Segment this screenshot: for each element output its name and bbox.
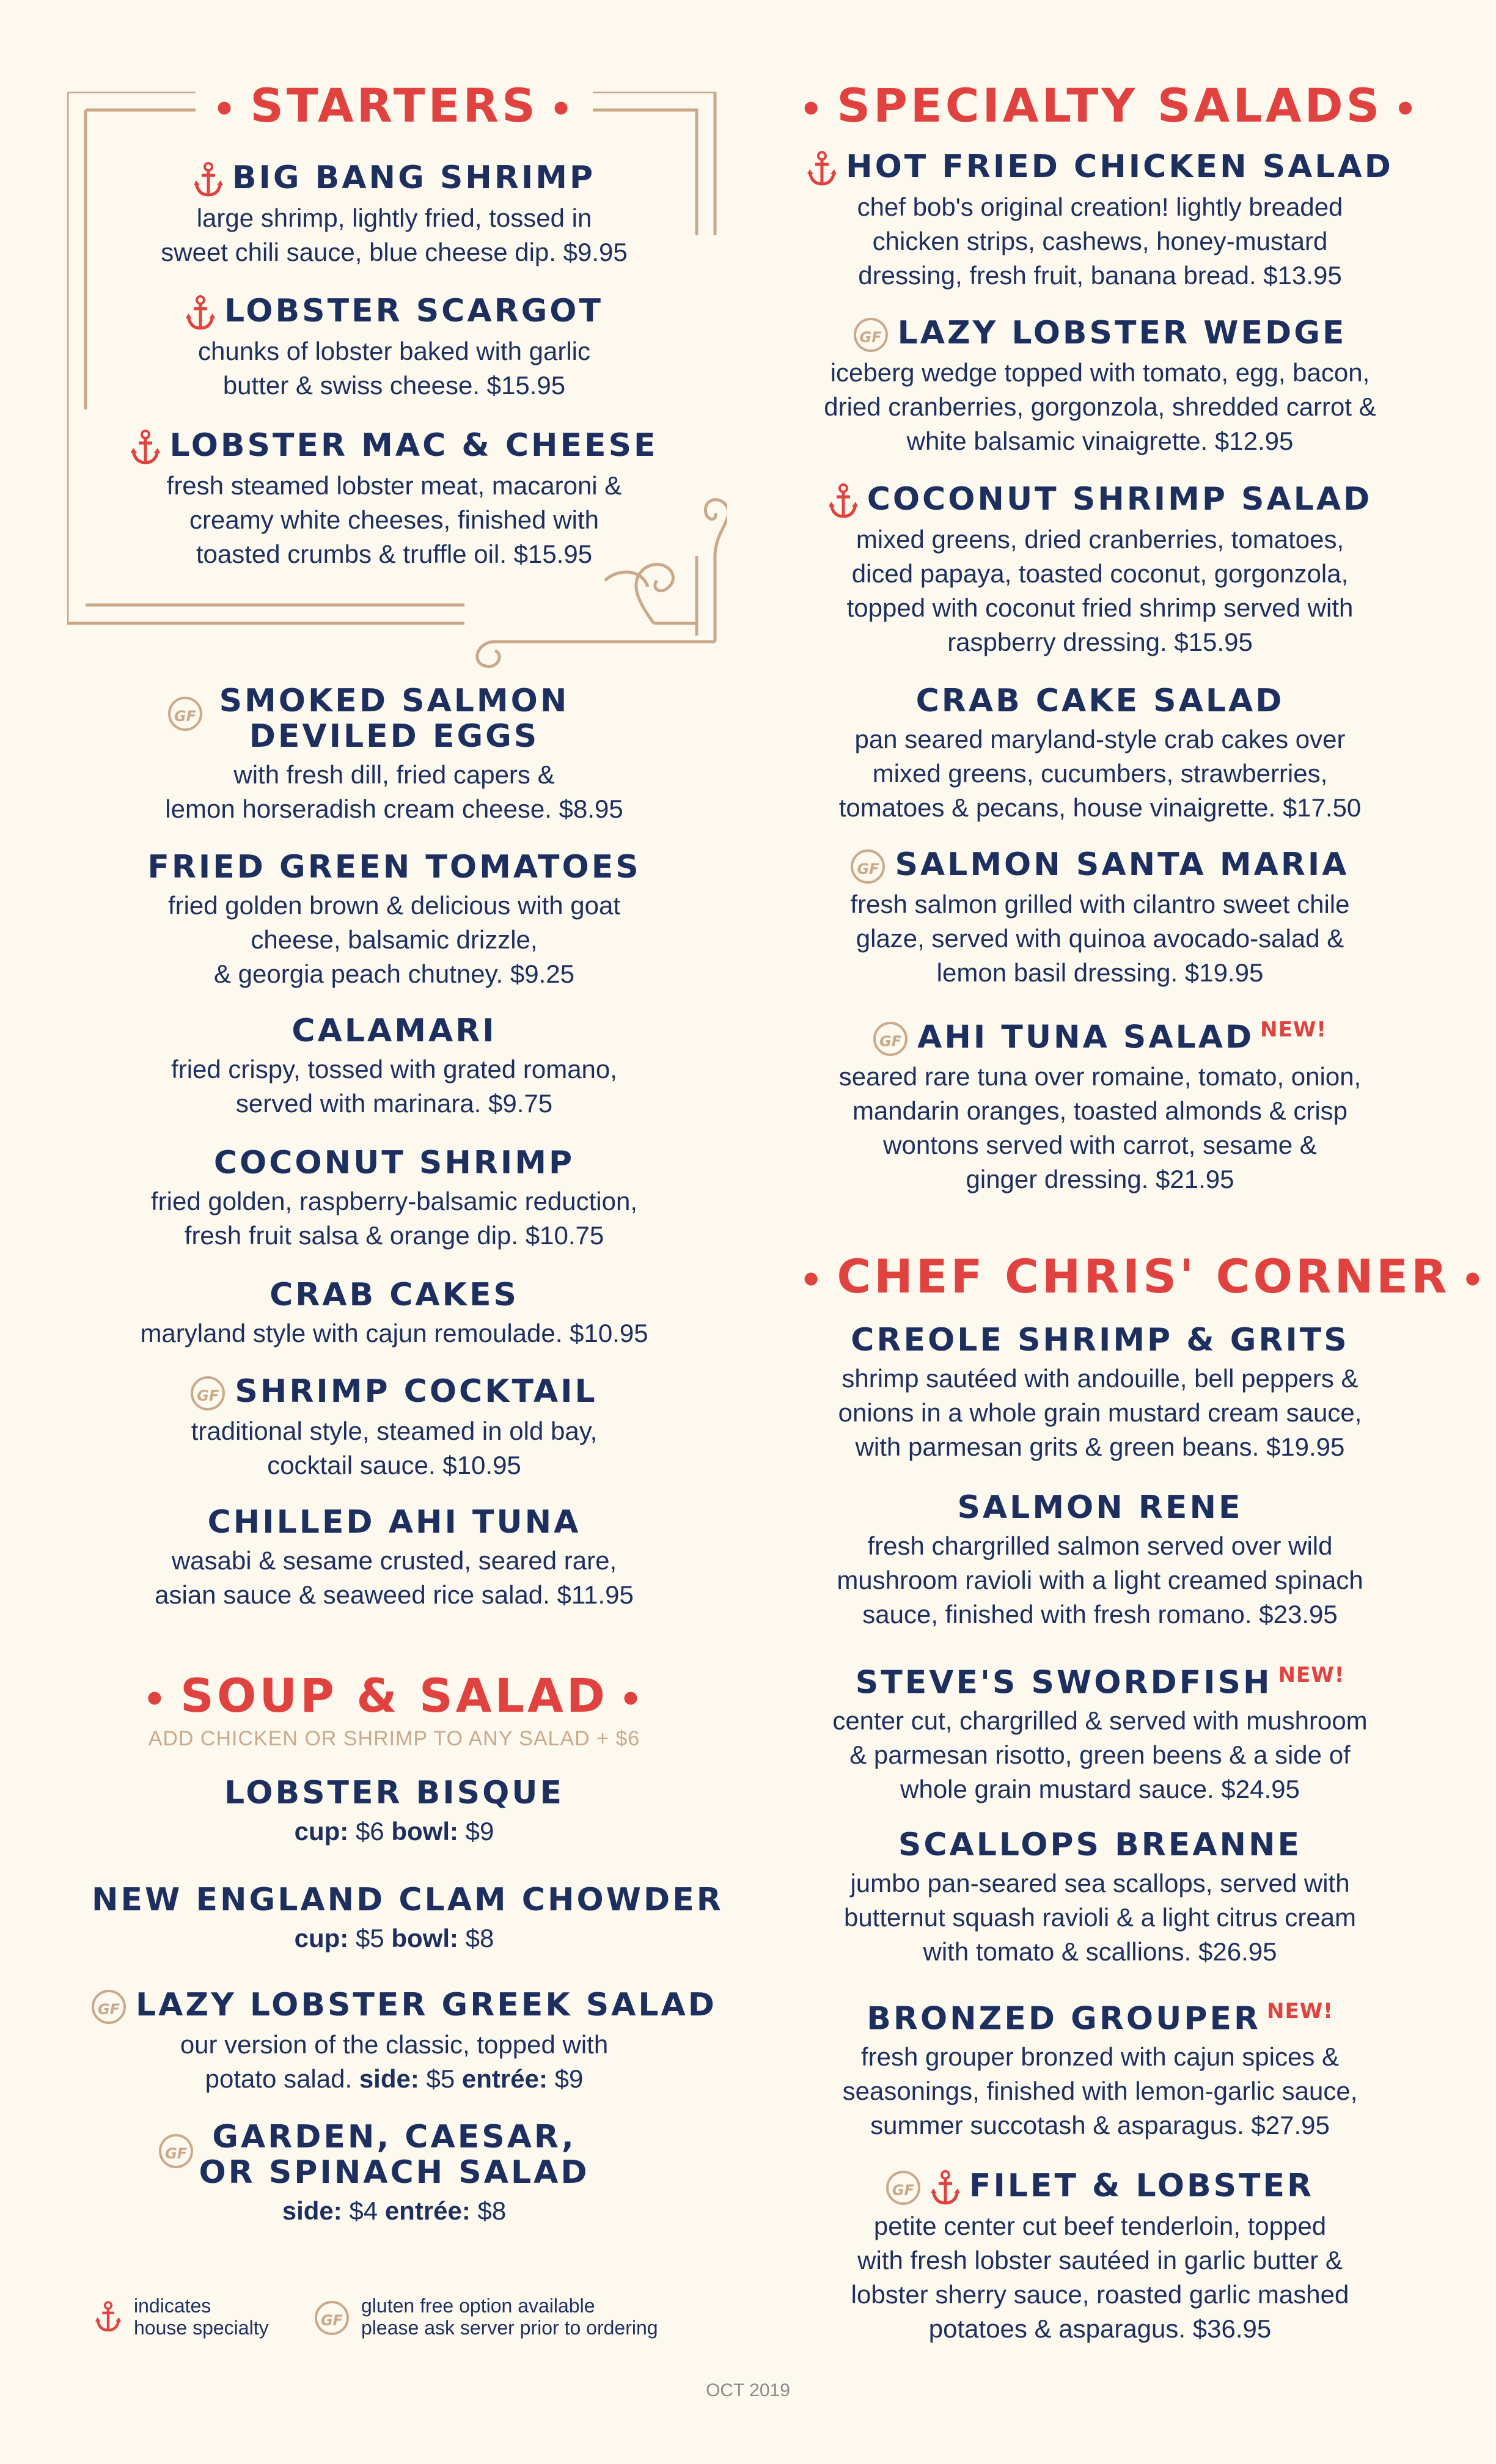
menu-item-calamari: CALAMARI fried crispy, tossed with grated romano, served with marinara. $9.75 [171, 1013, 617, 1118]
menu-item-crab-cakes: CRAB CAKES maryland style with cajun remoulade. $10.95 [140, 1277, 648, 1348]
soup-salad-title: • SOUP & SALAD • [142, 1668, 646, 1723]
menu-item-smoked-salmon-deviled-eggs: GF SMOKED SALMON DEVILED EGGS with fresh dill, fried capers & lemon horseradish cream cheese. $8.95 [165, 683, 623, 823]
menu-item-garden-caesar-spinach-salad: GF GARDEN, CAESAR, OR SPINACH SALAD side: $4 entrée: $8 [92, 2119, 697, 2228]
menu-item-bronzed-grouper: BRONZED GROUPER $^{NEW!}$ fresh grouper bronzed with cajun spices & seasonings, finished with lemon-garlic sauce, summer succotash & asparagus. $27.95 [842, 1999, 1358, 2140]
menu-item-fried-green-tomatoes: FRIED GREEN TOMATOES fried golden brown & delicious with goat cheese, balsamic drizzle, & georgia peach chutney. $9.25 [147, 849, 641, 988]
soup-salad-note: ADD CHICKEN OR SHRIMP TO ANY SALAD + $6 [148, 1727, 640, 1750]
menu-item-steves-swordfish: STEVE'S SWORDFISH $^{NEW!}$ center cut, chargrilled & served with mushroom & parmesan risotto, green beens & a side of whole grain mustard sauce. $24.95 [832, 1663, 1368, 1804]
legend-gluten-free: GF gluten free option available please ask server prior to ordering [315, 2295, 658, 2339]
menu-item-lobster-bisque: LOBSTER BISQUE cup: $6 bowl: $9 [224, 1775, 565, 1846]
anchor-icon [185, 295, 216, 331]
menu-item-scallops-breanne: SCALLOPS BREANNE jumbo pan-seared sea scallops, served with butternut squash ravioli & a light citrus cream with tomato & scallions. $26.95 [843, 1827, 1357, 1966]
chef-corner-title: • CHEF CHRIS' CORNER • [799, 1249, 1487, 1304]
menu-item-shrimp-cocktail: GF SHRIMP COCKTAIL traditional style, steamed in old bay, cocktail sauce. $10.95 [191, 1373, 598, 1480]
anchor-icon [130, 430, 161, 465]
menu-item-crab-cake-salad: CRAB CAKE SALAD pan seared maryland-style crab cakes over mixed greens, cucumbers, strawberries, tomatoes & pecans, house vinaigrette. $17.50 [838, 683, 1362, 822]
new-badge: NEW! [1260, 1018, 1327, 1042]
gf-icon: GF [168, 697, 202, 731]
menu-item-ahi-tuna-salad: GF AHI TUNA SALAD $^{NEW!}$ seared rare tuna over romaine, tomato, onion, mandarin oranges, toasted almonds & crisp wontons served with carrot, sesame & ginger dressing. $21.95 [838, 1018, 1362, 1194]
new-badge: NEW! [1278, 1663, 1345, 1687]
menu-item-lobster-scargot: LOBSTER SCARGOT chunks of lobster baked with garlic butter & swiss cheese. $15.95 [92, 293, 697, 403]
menu-item-big-bang-shrimp: BIG BANG SHRIMP large shrimp, lightly fried, tossed in sweet chili sauce, blue cheese dip. $9.95 [161, 160, 628, 266]
gf-icon: GF [854, 318, 888, 352]
menu-item-new-england-clam-chowder: NEW ENGLAND CLAM CHOWDER cup: $5 bowl: $8 [92, 1882, 724, 1953]
starters-title: • STARTERS • [92, 78, 697, 133]
gf-icon: GF [92, 1990, 126, 2024]
menu-item-lazy-lobster-wedge: GF LAZY LOBSTER WEDGE iceberg wedge topped with tomato, egg, bacon, dried cranberries, gorgonzola, shredded carrot & white balsamic vinaigrette. $12.95 [824, 315, 1376, 455]
anchor-icon [807, 151, 837, 186]
menu-item-coconut-shrimp-salad: COCONUT SHRIMP SALAD mixed greens, dried cranberries, tomatoes, diced papaya, toasted coconut, gorgonzola, topped with coconut fried shrimp served with raspberry dressing. $15.95 [788, 482, 1412, 659]
anchor-icon [95, 2301, 122, 2333]
anchor-icon [828, 483, 859, 519]
menu-item-chilled-ahi-tuna: CHILLED AHI TUNA wasabi & sesame crusted, seared rare, asian sauce & seaweed rice salad. $11.95 [155, 1504, 634, 1609]
new-badge: NEW! [1267, 1999, 1333, 2023]
gf-icon: GF [886, 2171, 920, 2205]
menu-item-lazy-lobster-greek-salad: GF LAZY LOBSTER GREEK SALAD our version of the classic, topped with potato salad. side: $5 entrée: $9 [92, 1987, 697, 2096]
menu-item-filet-lobster: GF FILET & LOBSTER petite center cut beef tenderloin, topped with fresh lobster sautéed in garlic butter & lobster sherry sauce, roasted garlic mashed potatoes & asparagus. $36.95 [851, 2168, 1349, 2343]
menu-item-salmon-rene: SALMON RENE fresh chargrilled salmon served over wild mushroom ravioli with a light creamed spinach sauce, finished with fresh romano. $23.95 [837, 1489, 1363, 1629]
gf-icon: GF [873, 1022, 908, 1056]
specialty-salads-title: • SPECIALTY SALADS • [799, 78, 1420, 133]
legend-house-specialty: indicates house specialty [95, 2295, 269, 2339]
gf-icon: GF [191, 1376, 225, 1410]
menu-item-coconut-shrimp: COCONUT SHRIMP fried golden, raspberry-balsamic reduction, fresh fruit salsa & orange dip. $10.75 [150, 1145, 638, 1250]
menu-item-lobster-mac-cheese: LOBSTER MAC & CHEESE fresh steamed lobster meat, macaroni & creamy white cheeses, finished with toasted crumbs & truffle oil. $15.95 [92, 428, 697, 571]
gf-icon: GF [851, 849, 885, 884]
gf-icon: GF [159, 2134, 193, 2168]
menu-item-hot-fried-chicken-salad: HOT FRIED CHICKEN SALAD chef bob's original creation! lightly breaded chicken strips, cashews, honey-mustard dressing, fresh fruit, banana bread. $13.95 [788, 149, 1412, 293]
footer-date: OCT 2019 [706, 2380, 790, 2400]
gf-icon: GF [315, 2301, 349, 2335]
menu-item-salmon-santa-maria: GF SALMON SANTA MARIA fresh salmon grilled with cilantro sweet chile glaze, served with quinoa avocado-salad & lemon basil dressing. $19.95 [850, 846, 1350, 987]
anchor-icon [930, 2170, 961, 2206]
menu-item-creole-shrimp-grits: CREOLE SHRIMP & GRITS shrimp sautéed with andouille, bell peppers & onions in a whole grain mustard cream sauce, with parmesan grits & green beans. $19.95 [838, 1322, 1362, 1461]
anchor-icon [193, 162, 224, 197]
